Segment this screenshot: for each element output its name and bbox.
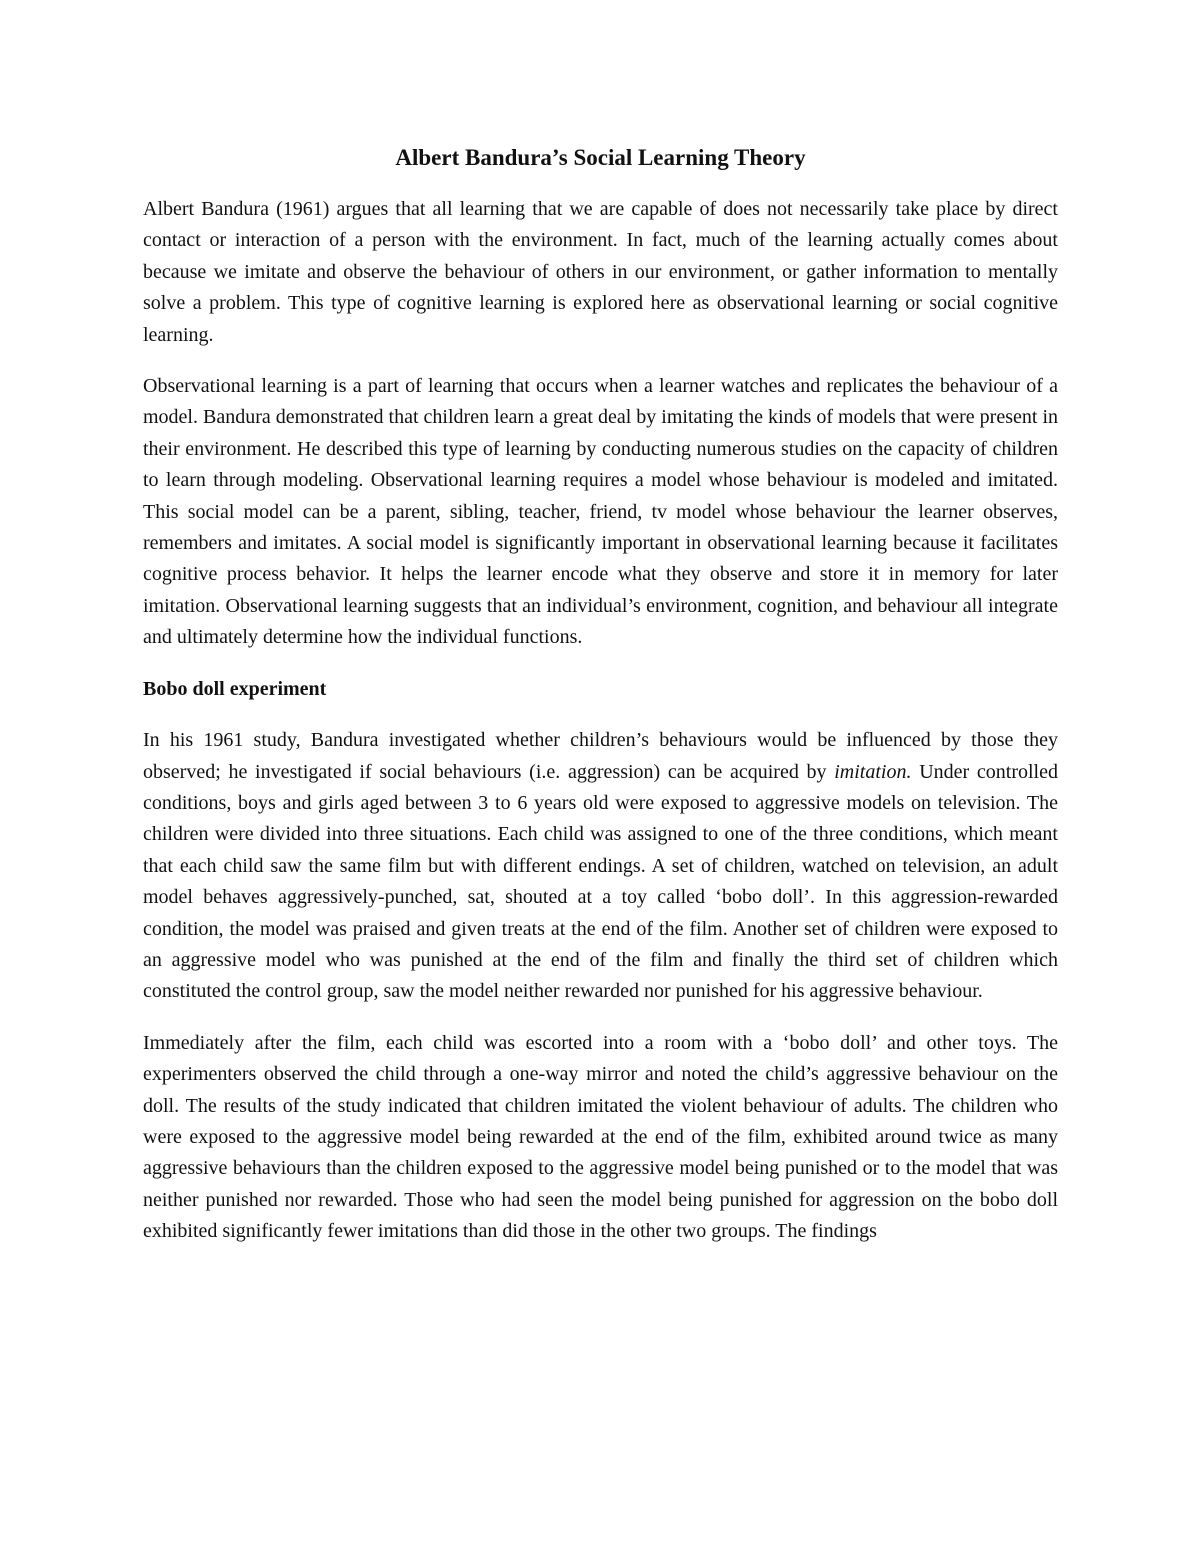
paragraph-bobo-results: Immediately after the film, each child was escorted into a room with a ‘bobo doll’ and other toys. The experimenters observed the child through a one-way mirror and noted the child’s aggressive behaviour on the doll. The results of the study indicated that children imitated the violent behaviour of adults. The children who were exposed to the aggressive model being rewarded at the end of the film, exhibited around twice as many aggressive behaviours than the children exposed to the aggressive model being punished or to the model that was neither punished nor rewarded. Those who had seen the model being punished for aggression on the bobo doll exhibited significantly fewer imitations than did those in the other two groups. The findings xyxy=(143,1031,1058,1243)
section-heading-bobo-doll: Bobo doll experiment xyxy=(143,677,327,700)
paragraph-bobo-study-text-1: In his 1961 study, Bandura investigated whether children’s behaviours would be influenced by those they observed; he investigated if social behaviours (i.e. aggression) can be acquired by xyxy=(143,729,1058,783)
paragraph-observational-learning: Observational learning is a part of learning that occurs when a learner watches and replicates the behaviour of a model. Bandura demonstrated that children learn a great deal by imitating the kinds of models that were present in their environment. He described this type of learning by conducting numerous studies on the capacity of children to learn through modeling. Observational learning requires a model whose behaviour is modeled and imitated. This social model can be a parent, sibling, teacher, friend, tv model whose behaviour the learner observes, remembers and imitates. A social model is significantly important in observational learning because it facilitates cognitive process behavior. It helps the learner encode what they observe and store it in memory for later imitation. Observational learning suggests that an individual’s environment, cognition, and behaviour all integrate and ultimately determine how the individual functions. xyxy=(143,375,1058,649)
paragraph-bobo-study-text-2: Under controlled conditions, boys and girls aged between 3 to 6 years old were exposed to aggressive models on television. The children were divided into three situations. Each child was assigned to one of the three conditions, which meant that each child saw the same film but with different endings. A set of children, watched on television, an adult model behaves aggressively-punched, sat, shouted at a toy called ‘bobo doll’. In this aggression-rewarded condition, the model was praised and given treats at the end of the film. Another set of children were exposed to an aggressive model who was punished at the end of the film and finally the third set of children which constituted the control group, saw the model neither rewarded nor punished for his aggressive behaviour. xyxy=(143,760,1058,1003)
document-title: Albert Bandura’s Social Learning Theory xyxy=(395,145,806,170)
emphasis-imitation: imitation. xyxy=(834,760,912,783)
paragraph-intro: Albert Bandura (1961) argues that all learning that we are capable of does not necessarily take place by direct contact or interaction of a person with the environment. In fact, much of the learning actually comes about because we imitate and observe the behaviour of others in our environment, or gather information to mentally solve a problem. This type of cognitive learning is explored here as observational learning or social cognitive learning. xyxy=(143,198,1058,346)
document-body xyxy=(143,138,1058,1268)
paragraph-bobo-study xyxy=(143,725,1058,1008)
